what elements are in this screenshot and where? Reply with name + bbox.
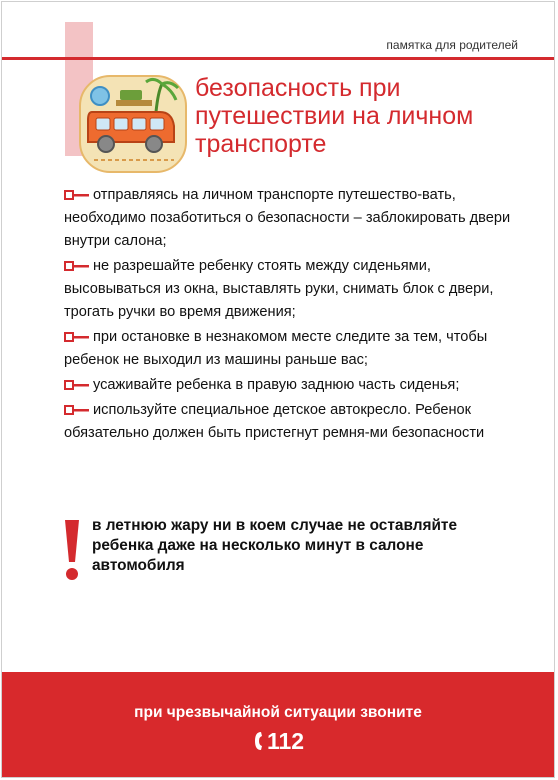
key-bullet-icon bbox=[64, 332, 90, 342]
title-line-1: безопасность при bbox=[195, 74, 401, 102]
list-item-text: отправляясь на личном транспорте путешество-вать, необходимо позаботиться о безопасности – заблокировать двери внутри салона; bbox=[64, 187, 511, 249]
list-item-text: усаживайте ребенка в правую заднюю часть сиденья; bbox=[93, 377, 460, 393]
safety-tips-list bbox=[64, 184, 514, 447]
list-item-text: не разрешайте ребенку стоять между сиденьями, высовываться из окна, выставлять руки, снимать блок с двери, трогать ручки во время движения; bbox=[64, 258, 494, 320]
warning-text: в летнюю жару ни в коем случае не оставляйте ребенка даже на несколько минут в салоне автомобиля bbox=[92, 517, 458, 574]
title-line-3: транспорте bbox=[195, 130, 327, 158]
header-label: памятка для родителей bbox=[386, 38, 518, 52]
key-bullet-icon bbox=[64, 190, 90, 200]
phone-icon bbox=[252, 730, 264, 752]
list-item bbox=[64, 255, 514, 324]
emergency-number-text: 112 bbox=[266, 728, 305, 754]
list-item bbox=[64, 399, 514, 445]
list-item bbox=[64, 374, 514, 397]
emergency-footer bbox=[2, 672, 554, 777]
emergency-number bbox=[2, 728, 554, 755]
key-bullet-icon bbox=[64, 380, 90, 390]
car-trip-icon bbox=[74, 72, 192, 176]
list-item-text: при остановке в незнакомом месте следите за тем, чтобы ребенок не выходил из машины раньше вас; bbox=[64, 329, 488, 368]
footer-text: при чрезвычайной ситуации звоните bbox=[134, 704, 422, 721]
leaflet-page bbox=[1, 1, 555, 778]
exclamation-icon bbox=[62, 518, 82, 582]
list-item-text: используйте специальное детское автокресло. Ребенок обязательно должен быть пристегнут ремня-ми безопасности bbox=[64, 402, 485, 441]
title-line-2: путешествии на личном bbox=[195, 102, 474, 130]
list-item bbox=[64, 184, 514, 253]
header-rule bbox=[2, 57, 554, 60]
page-title bbox=[195, 74, 515, 158]
list-item bbox=[64, 326, 514, 372]
key-bullet-icon bbox=[64, 261, 90, 271]
key-bullet-icon bbox=[64, 405, 90, 415]
